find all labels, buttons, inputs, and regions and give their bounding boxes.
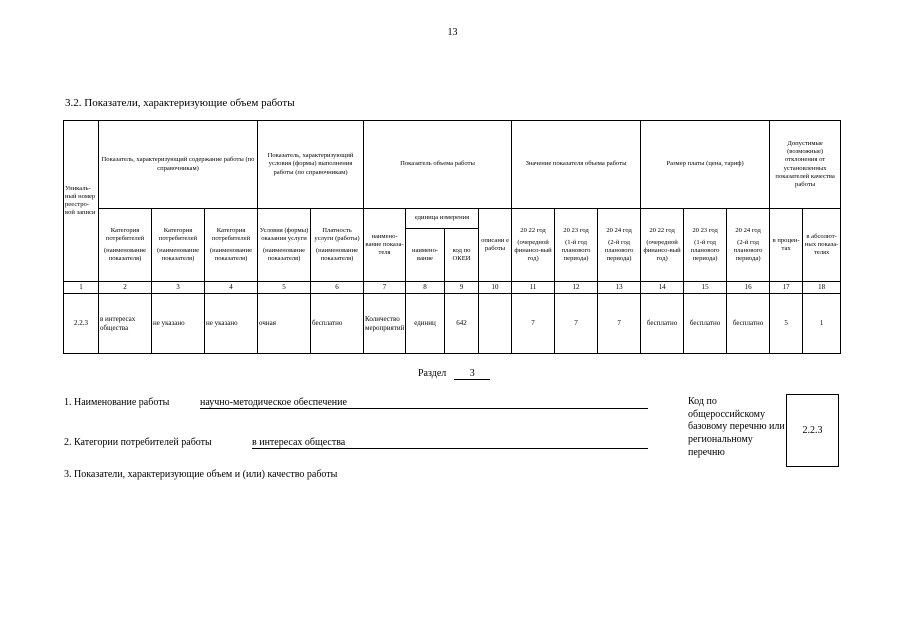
- column-number: 18: [803, 282, 841, 294]
- header-volume-value: Значение показателя объема работы: [512, 121, 641, 209]
- header-fee-size: Размер платы (цена, тариф): [641, 121, 770, 209]
- section-3-2-title: 3.2. Показатели, характеризующие объем работы: [65, 97, 295, 109]
- cell-category-3: не указано: [205, 294, 258, 354]
- column-number: 11: [512, 282, 555, 294]
- header-fee-2024: 20 24 год (2-й год планового периода): [727, 209, 770, 282]
- header-okei-code: код по ОКЕИ: [445, 229, 479, 282]
- header-value-2023: 20 23 год (1-й год планового периода): [555, 209, 598, 282]
- header-deviation-absolute: в абсолют-ных показа-телях: [803, 209, 841, 282]
- cell-value-2023: 7: [555, 294, 598, 354]
- cell-unit-name: единиц: [406, 294, 445, 354]
- column-number: 2: [99, 282, 152, 294]
- cell-fee-2024: бесплатно: [727, 294, 770, 354]
- cell-category-1: в интересах общества: [99, 294, 152, 354]
- work-name-value: научно-методическое обеспечение: [200, 397, 648, 409]
- volume-indicators-table: [63, 120, 841, 354]
- header-fee-2022: 20 22 год (очередной финансо-вый год): [641, 209, 684, 282]
- header-category-3: Категория потребителей (наименование показателя): [205, 209, 258, 282]
- header-unit: единица измерения: [406, 209, 479, 229]
- column-number: 16: [727, 282, 770, 294]
- section-heading: [418, 368, 490, 380]
- column-number: 14: [641, 282, 684, 294]
- column-number: 10: [479, 282, 512, 294]
- cell-fee-2022: бесплатно: [641, 294, 684, 354]
- cell-indicator-name: Количество мероприятий: [364, 294, 406, 354]
- header-deviation-percent: в процен-тах: [770, 209, 803, 282]
- cell-category-2: не указано: [152, 294, 205, 354]
- cell-fee-2023: бесплатно: [684, 294, 727, 354]
- header-category-1: Категория потребителей (наименование показателя): [99, 209, 152, 282]
- cell-record-id: 2.2.3: [64, 294, 99, 354]
- column-number: 6: [311, 282, 364, 294]
- code-label: Код по общероссийскому базовому перечню или региональному перечню: [688, 396, 785, 458]
- consumer-category-value: в интересах общества: [252, 437, 648, 449]
- page-number: 13: [447, 27, 458, 38]
- header-paid: Платность услуги (работы) (наименование показателя): [311, 209, 364, 282]
- column-number: 9: [445, 282, 479, 294]
- work-name-label: 1. Наименование работы: [64, 397, 170, 408]
- header-category-2: Категория потребителей (наименование показателя): [152, 209, 205, 282]
- header-allowed-deviation: Допустимые (возможные) отклонения от установленных показателей качества работы: [770, 121, 841, 209]
- cell-deviation-percent: 5: [770, 294, 803, 354]
- header-unit-name: наимено-вание: [406, 229, 445, 282]
- header-value-2022: 20 22 год (очередной финансо-вый год): [512, 209, 555, 282]
- section-number: 3: [454, 368, 490, 380]
- column-number: 8: [406, 282, 445, 294]
- cell-deviation-absolute: 1: [803, 294, 841, 354]
- header-content-indicator: Показатель, характеризующий содержание работы (по справочникам): [99, 121, 258, 209]
- header-form: Условия (формы) оказания услуги (наименование показателя): [258, 209, 311, 282]
- cell-paid: бесплатно: [311, 294, 364, 354]
- cell-value-2024: 7: [598, 294, 641, 354]
- indicators-heading: 3. Показатели, характеризующие объем и (или) качество работы: [64, 469, 338, 480]
- column-number: 15: [684, 282, 727, 294]
- header-indicator-name: наимено-вание показа-теля: [364, 209, 406, 282]
- column-number: 7: [364, 282, 406, 294]
- column-number: 5: [258, 282, 311, 294]
- consumer-category-label: 2. Категории потребителей работы: [64, 437, 212, 448]
- table-row: [64, 294, 841, 354]
- header-work-description: описани е работы: [479, 209, 512, 282]
- section-label: Раздел: [418, 368, 447, 379]
- code-value: 2.2.3: [802, 425, 823, 436]
- code-box: [786, 394, 839, 467]
- column-number: 3: [152, 282, 205, 294]
- cell-form: очная: [258, 294, 311, 354]
- column-number: 12: [555, 282, 598, 294]
- header-conditions-indicator: Показатель, характеризующий условия (формы) выполнения работы (по справочникам): [258, 121, 364, 209]
- header-unique-number: Уникаль-ный номер реестро-вой записи: [64, 121, 99, 282]
- column-number: 4: [205, 282, 258, 294]
- cell-okei-code: 642: [445, 294, 479, 354]
- header-fee-2023: 20 23 год (1-й год планового периода): [684, 209, 727, 282]
- column-number: 13: [598, 282, 641, 294]
- cell-value-2022: 7: [512, 294, 555, 354]
- header-volume-indicator: Показатель объема работы: [364, 121, 512, 209]
- column-number: 17: [770, 282, 803, 294]
- header-value-2024: 20 24 год (2-й год планового периода): [598, 209, 641, 282]
- cell-work-description: [479, 294, 512, 354]
- column-number: 1: [64, 282, 99, 294]
